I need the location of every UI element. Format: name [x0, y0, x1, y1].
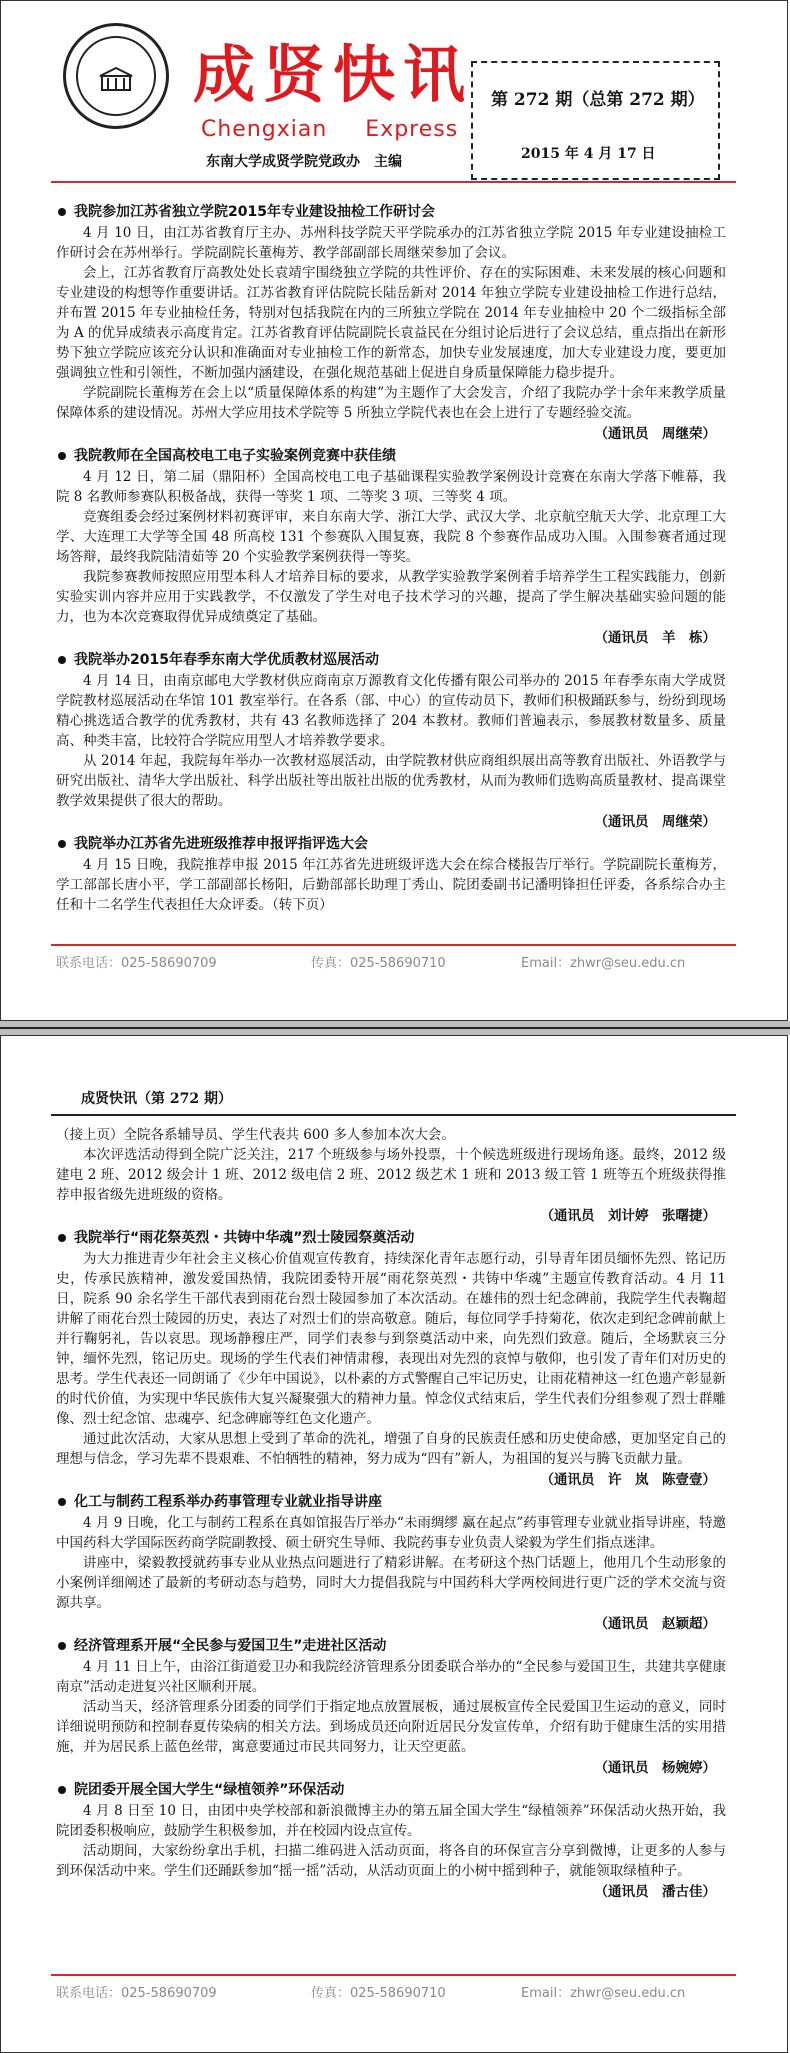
running-head-divider [51, 1114, 736, 1116]
byline: （通讯员 周继荣） [594, 426, 716, 442]
running-head: 成贤快讯（第 272 期） [81, 1091, 232, 1107]
paragraph: 活动当天，经济管理系分团委的同学们于指定地点放置展板，通过展板宣传全民爱国卫生运动的意义，同时详细说明预防和控制春夏传染病的相关方法。到场成员还向附近居民分发宣传单，介绍有助于健康生活的实用措施，并为居民系上蓝色丝带，寓意要通过市民共同努力，让天空更蓝。 [56, 1699, 726, 1755]
footer-divider [51, 1974, 736, 1976]
article-title: 我院参加江苏省独立学院2015年专业建设抽检工作研讨会 [74, 204, 435, 220]
article-class-selection-continued [56, 1125, 726, 1227]
issue-box [471, 61, 720, 180]
issue-date: 2015 年 4 月 17 日 [521, 146, 656, 162]
article-pharma-lecture [56, 1491, 726, 1635]
paragraph: 4 月 15 日晚，我院推荐申报 2015 年江苏省先进班级评选大会在综合楼报告厅举行。学院副院长董梅芳，学工部部长唐小平，学工部副部长杨阳，后勤部部长助理丁秀山、院团委副书记潘明锋担任评委，各系综合办主任和十二名学生代表担任大众评委。（转下页） [56, 857, 726, 913]
byline: （通讯员 许 岚 陈壹壹） [540, 1472, 716, 1488]
bullet-icon [58, 1786, 66, 1794]
paragraph: 学院副院长董梅芳在会上以“质量保障体系的构建”为主题作了大会发言，介绍了我院办学十余年来教学质量保障体系的建设情况。苏州大学应用技术学院等 5 所独立学院代表也在会上进行了专题经验交流。 [56, 385, 726, 421]
article-title: 我院举办2015年春季东南大学优质教材巡展活动 [74, 652, 379, 668]
page1-content [56, 201, 726, 915]
article-title: 经济管理系开展“全民参与爱国卫生”走进社区活动 [74, 1638, 387, 1654]
footer-fax: 传真：025-58690710 [311, 956, 446, 971]
article-textbook-exhibition [56, 649, 726, 833]
page-2 [0, 1035, 788, 2053]
bullet-icon [58, 1234, 66, 1242]
article-community-health [56, 1635, 726, 1779]
paragraph: 4 月 8 日至 10 日，由团中央学校部和新浪微博主办的第五届全国大学生“绿植领养”环保活动火热开始，我院团委积极响应，鼓励学生积极参加，并在校园内设点宣传。 [56, 1803, 726, 1839]
paragraph: 4 月 10 日，由江苏省教育厅主办、苏州科技学院天平学院承办的江苏省独立学院 2015 年专业建设抽检工作研讨会在苏州举行。学院副院长董梅芳、教学部副部长周继荣参加了会议。 [56, 225, 726, 261]
article-title: 我院教师在全国高校电工电子实验案例竞赛中获佳绩 [74, 448, 396, 464]
byline: （通讯员 赵颖超） [594, 1616, 716, 1632]
paragraph: 我院参赛教师按照应用型本科人才培养目标的要求，从教学实验教学案例着手培养学生工程实践能力，创新实验实训内容并应用于实践教学，不仅激发了学生对电子技术学习的兴趣，提高了学生解决基础实验问题的能力，也为本次竞赛取得优异成绩奠定了基础。 [56, 569, 726, 625]
bullet-icon [58, 1642, 66, 1650]
byline: （通讯员 周继荣） [594, 814, 716, 830]
footer-divider [51, 944, 736, 946]
paragraph: 4 月 11 日上午，由浴江街道爱卫办和我院经济管理系分团委联合举办的“全民参与爱国卫生，共建共享健康南京”活动走进复兴社区顺利开展。 [56, 1659, 726, 1695]
article-audit-seminar [56, 201, 726, 445]
article-title: 院团委开展全国大学生“绿植领养”环保活动 [74, 1782, 345, 1798]
paragraph: 为大力推进青少年社会主义核心价值观宣传教育，持续深化青年志愿行动，引导青年团员缅怀先烈、铭记历史，传承民族精神，激发爱国热情，我院团委特开展“雨花祭英烈・共铸中华魂”主题宣传教育活动。4 月 11 日，院系 90 余名学生干部代表到雨花台烈士陵园参加了本次活动。在雄伟的烈士纪念碑前，我院学生代表鞠超讲解了雨花台烈士陵园的历史，表达了对烈士们的崇高敬意。随后，每位同学手持菊花，依次走到纪念碑前献上并行鞠躬礼，告以哀思。现场静穆庄严，同学们表参与到祭奠活动中来，向先烈们致意。随后，全场默哀三分钟，缅怀先烈，铭记历史。现场的学生代表们神情肃穆，表现出对先烈的哀悼与敬仰，也引发了青年们对历史的思考。学生代表还一同朗诵了《少年中国说》，以朴素的方式警醒自己牢记历史，让雨花精神这一红色遗产彰显新的时代价值，为实现中华民族伟大复兴凝聚强大的精神力量。悼念仪式结束后，学生代表们分组参观了烈士群雕像、烈士纪念馆、忠魂亭、纪念碑廊等红色文化遗产。 [56, 1251, 726, 1427]
paragraph: 4 月 9 日晚，化工与制药工程系在真如馆报告厅举办“未雨绸缪 赢在起点”药事管理专业就业指导讲座，特邀中国药科大学国际医药商学院副教授、硕士研究生导师、我院药事专业负责人梁毅为学生们指点迷津。 [56, 1515, 726, 1551]
article-lab-competition [56, 445, 726, 649]
page2-content [56, 1125, 726, 1903]
page-1 [0, 0, 788, 1021]
footer-phone: 联系电话：025-58690709 [56, 1986, 217, 2001]
issue-number: 第 272 期（总第 272 期） [491, 90, 705, 110]
article-title: 我院举行“雨花祭英烈・共铸中华魂”烈士陵园祭奠活动 [74, 1230, 415, 1246]
article-title: 化工与制药工程系举办药事管理专业就业指导讲座 [74, 1494, 382, 1510]
newsletter-title-english: Chengxian Express [201, 117, 459, 142]
paragraph: 从 2014 年起，我院每年举办一次教材巡展活动，由学院教材供应商组织展出高等教育出版社、外语教学与研究出版社、清华大学出版社、科学出版社等出版社出版的优秀教材，从而为教师们选购高质量教材、提高课堂教学效果提供了很大的帮助。 [56, 753, 726, 809]
bullet-icon [58, 1498, 66, 1506]
paragraph: 会上，江苏省教育厅高教处处长袁靖宇围绕独立学院的共性评价、存在的实际困难、未来发展的核心问题和专业建设的构想等作重要讲话。江苏省教育评估院院长陆岳新对 2014 年独立学院专业建设抽检工作进行总结，并布置 2015 年专业抽检任务，特别对包括我院在内的三所独立学院在 2014 年专业抽检中 20 个二级指标全部为 A 的优异成绩表示高度肯定。江苏省教育评估院副院长袁益民在分组讨论后进行了会议总结，重点指出在新形势下独立学院应该充分认识和准确面对专业抽检工作的新常态，加快专业发展速度，加大专业建设力度，要更加强调独立性和引领性，不断加强内涵建设，在强化规范基础上促进自身质量保障能力稳步提升。 [56, 265, 726, 381]
paragraph: 通过此次活动，大家从思想上受到了革命的洗礼，增强了自身的民族责任感和历史使命感，更加坚定自己的理想与信念，学习先辈不畏艰难、不怕牺牲的精神，努力成为“四有”新人，为祖国的复兴与腾飞贡献力量。 [56, 1431, 726, 1467]
paragraph: 讲座中，梁毅教授就药事专业从业热点问题进行了精彩讲解。在考研这个热门话题上，他用几个生动形象的小案例详细阐述了最新的考研动态与趋势，同时大力提倡我院与中国药科大学两校间进行更广泛的学术交流与资源共享。 [56, 1555, 726, 1611]
byline: （通讯员 杨婉婷） [594, 1760, 716, 1776]
newsletter-title: 成贤快讯 [193, 38, 474, 111]
paragraph: 本次评选活动得到全院广泛关注，217 个班级参与场外投票，十个候选班级进行现场角逐。最终，2012 级建电 2 班、2012 级会计 1 班、2012 级电信 2 班、2012 级艺术 1 班和 2013 级工管 1 班等五个班级获得推荐申报省级先进班级的资格。 [56, 1147, 726, 1203]
page-separator [0, 1021, 790, 1035]
bullet-icon [58, 208, 66, 216]
paragraph: 活动期间，大家纷纷拿出手机，扫描二维码进入活动页面，将各自的环保宣言分享到微博，让更多的人参与到环保活动中来。学生们还踊跃参加“摇一摇”活动，从活动页面上的小树中摇到种子，就能领取绿植种子。 [56, 1843, 726, 1879]
paragraph: 4 月 14 日，由南京邮电大学教材供应商南京万源教育文化传播有限公司举办的 2015 年春季东南大学成贤学院教材巡展活动在华馆 101 教室举行。在各系（部、中心）的宣传动员下，教师们积极踊跃参与，纷纷到现场精心挑选适合教学的优秀教材，共有 43 名教师选择了 204 本教材。教师们普遍表示，参展教材数量多、质量高、种类丰富，比较符合学院应用型人才培养教学要求。 [56, 673, 726, 749]
footer-email: Email：zhwr@seu.edu.cn [521, 956, 686, 971]
header-divider [51, 181, 736, 183]
byline: （通讯员 潘古佳） [594, 1884, 716, 1900]
seal-building-icon [96, 66, 136, 94]
paragraph: 竞赛组委会经过案例材料初赛评审，来自东南大学、浙江大学、武汉大学、北京航空航天大学、北京理工大学、大连理工大学等全国 48 所高校 131 个参赛队入围复赛，我院 8 个参赛作品成功入围。入围参赛者通过现场答辩，最终我院陆清茹等 20 个实验教学案例获得一等奖。 [56, 509, 726, 565]
article-green-plants [56, 1779, 726, 1903]
footer-phone: 联系电话：025-58690709 [56, 956, 217, 971]
article-martyrs-memorial [56, 1227, 726, 1491]
article-title: 我院举办江苏省先进班级推荐申报评指评选大会 [74, 836, 368, 852]
bullet-icon [58, 656, 66, 664]
paragraph: （接上页）全院各系辅导员、学生代表共 600 多人参加本次大会。 [56, 1127, 455, 1143]
article-class-selection [56, 833, 726, 915]
paragraph: 4 月 12 日，第二届（鼎阳杯）全国高校电工电子基础课程实验教学案例设计竞赛在东南大学落下帷幕，我院 8 名教师参赛队积极备战，获得一等奖 1 项、二等奖 3 项、三等奖 4 项。 [56, 469, 726, 505]
footer-fax: 传真：025-58690710 [311, 1986, 446, 2001]
publisher: 东南大学成贤学院党政办 主编 [206, 154, 402, 170]
bullet-icon [58, 452, 66, 460]
bullet-icon [58, 840, 66, 848]
university-seal [63, 23, 169, 129]
byline: （通讯员 羊 栋） [594, 630, 716, 646]
byline: （通讯员 刘计婷 张曙捷） [540, 1208, 716, 1224]
footer-email: Email：zhwr@seu.edu.cn [521, 1986, 686, 2001]
